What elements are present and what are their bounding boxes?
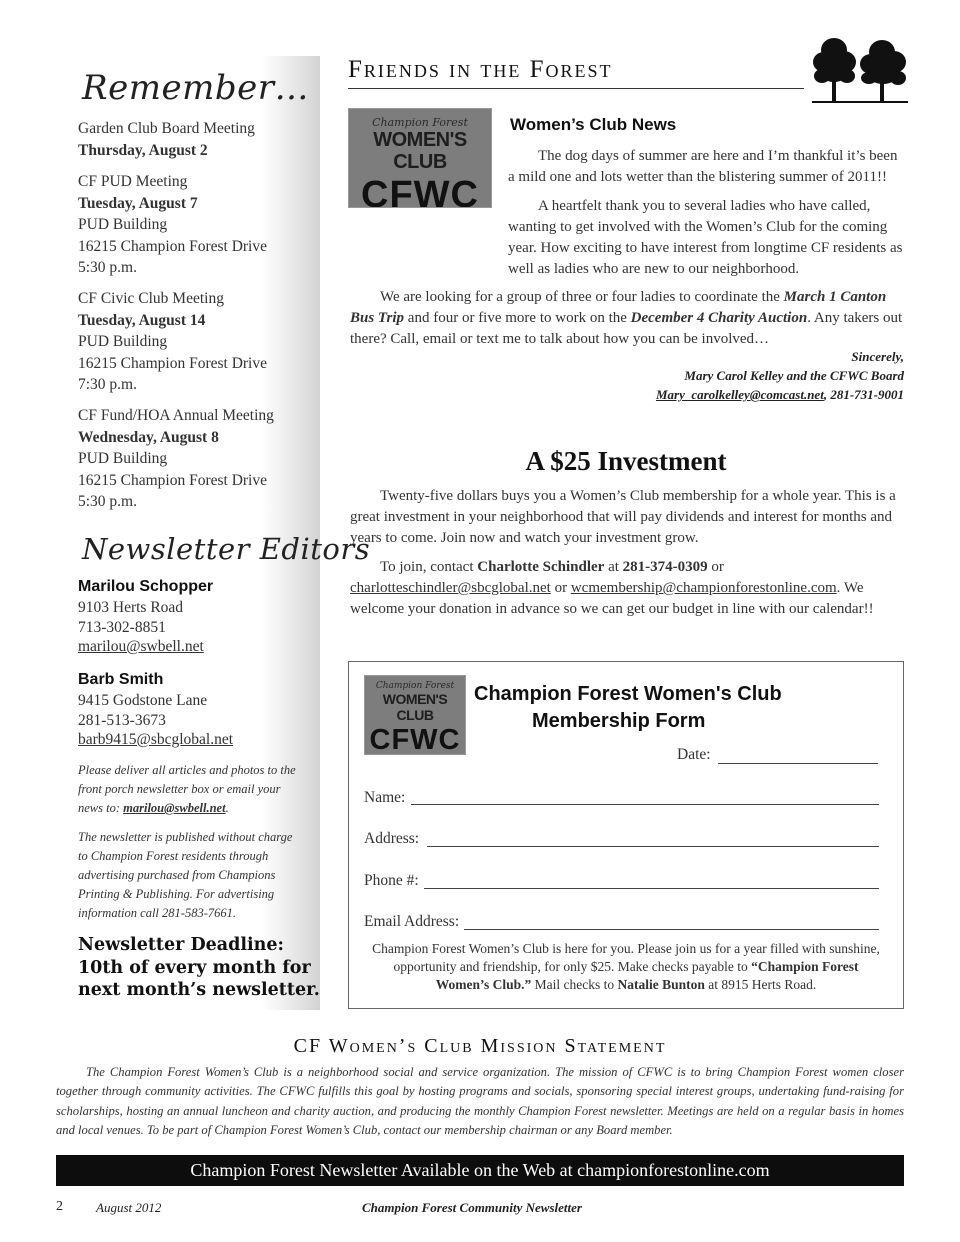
date-label: Date: (677, 746, 711, 763)
event-date: Tuesday, August 14 (78, 311, 206, 329)
event-address: 16215 Champion Forest Drive (78, 237, 267, 255)
page-number: 2 (56, 1199, 63, 1214)
contact-name: Charlotte Schindler (477, 559, 605, 575)
contact-email-link[interactable]: charlotteschindler@sbcglobal.net (350, 580, 551, 596)
event-date: Wednesday, August 8 (78, 428, 219, 446)
signature-name: Mary Carol Kelley and the CFWC Board (684, 368, 904, 383)
event-location: PUD Building (78, 333, 168, 350)
form-footer-text: Mail checks to (531, 977, 618, 992)
editor-card (78, 671, 233, 750)
editor-phone: 713-302-8851 (78, 618, 166, 636)
event-name: CF Civic Club Meeting (78, 290, 224, 307)
web-banner-text[interactable]: Champion Forest Newsletter Available on the Web at championforestonline.com (190, 1160, 770, 1180)
form-footer-text: Champion Forest Women’s Club is here for you. Please join us for a year filled with sunshine, opportunity and friendship, for only $25. Make checks payable to (372, 941, 880, 974)
event-location: PUD Building (78, 216, 168, 233)
event-date: Thursday, August 2 (78, 141, 208, 159)
form-footer (370, 940, 882, 994)
p-text: . We welcome your donation in advance so we can get our budget in line with our calendar!! (350, 580, 874, 617)
date-field[interactable] (718, 763, 878, 764)
deadline-line: next month’s newsletter. (78, 980, 320, 1000)
signature-closing: Sincerely, (851, 349, 904, 364)
logo-line2: WOMEN'S CLUB (373, 129, 467, 173)
name-label: Name: (364, 789, 406, 806)
event-pud (78, 171, 267, 279)
cfwc-logo-small (364, 675, 466, 755)
email-field[interactable] (464, 929, 879, 930)
investment-heading: A $25 Investment (525, 446, 727, 476)
investment-paragraph-1: Twenty-five dollars buys you a Women’s Club membership for a whole year. This is a great investment in your neighborhood that will pay dividends and interest for months and years to come. Join now and watch your investment grow. (350, 488, 896, 546)
form-footer-text: at 8915 Herts Road. (704, 977, 817, 992)
form-mail-recipient: Natalie Bunton (617, 977, 705, 992)
form-title (474, 681, 782, 735)
news-paragraph-3 (350, 287, 904, 350)
signature-email-link[interactable]: Mary_carolkelley@comcast.net (655, 387, 824, 402)
news-paragraph-1: The dog days of summer are here and I’m thankful it’s been a mild one and lots wetter than the blistering summer of 2011!! (508, 148, 898, 185)
publication-name: Champion Forest Community Newsletter (362, 1200, 582, 1215)
web-banner (56, 1155, 904, 1186)
editor-email-link[interactable]: barb9415@sbcglobal.net (78, 731, 234, 748)
deadline-line: 10th of every month for (78, 957, 311, 978)
investment-paragraph-2 (350, 557, 904, 620)
event-name: Garden Club Board Meeting (78, 120, 255, 137)
address-label: Address: (364, 830, 420, 847)
event-hoa-annual (78, 405, 274, 513)
news-paragraph-2 (350, 196, 904, 280)
p3-text: We are looking for a group of three or four ladies to coordinate the (380, 289, 784, 305)
p3-text: . Any takers out there? Call, email or text me to talk about how you can be involved… (350, 310, 903, 347)
bus-trip-event: March 1 Canton Bus Trip (350, 289, 887, 326)
signature-block (500, 347, 904, 404)
logo-line3: CFWC (369, 724, 461, 755)
event-address: 16215 Champion Forest Drive (78, 354, 267, 372)
event-time: 7:30 p.m. (78, 376, 137, 393)
logo-line2: WOMEN'S CLUB (382, 691, 448, 723)
editor-address: 9415 Godstone Lane (78, 692, 208, 709)
form-title-line2: Membership Form (532, 710, 706, 732)
signature-phone: , 281-731-9001 (823, 387, 904, 402)
issue-date: August 2012 (96, 1200, 162, 1215)
event-name: CF Fund/HOA Annual Meeting (78, 407, 274, 424)
deliver-note (78, 761, 300, 818)
editors-title: Newsletter Editors (82, 532, 371, 566)
p-text: or (707, 559, 724, 575)
form-payee: “Champion Forest Women’s Club.” (435, 959, 859, 992)
logo-line3: CFWC (361, 174, 479, 208)
contact-phone: 281-374-0309 (622, 559, 708, 575)
membership-email-link[interactable]: wcmembership@championforestonline.com (570, 580, 837, 596)
p-text: To join, contact (380, 559, 478, 575)
news-paragraph-2-text: A heartfelt thank you to several ladies who have called, wanting to get involved with the Women’s Club for the coming year. How exciting to have interest from longtime CF residents as well as ladies who are new to our neighborhood. (508, 198, 903, 277)
editor-email-link[interactable]: marilou@swbell.net (78, 638, 204, 655)
editor-address: 9103 Herts Road (78, 599, 184, 616)
name-field[interactable] (411, 804, 879, 805)
editor-phone: 281-513-3673 (78, 711, 166, 729)
event-date: Tuesday, August 7 (78, 194, 198, 212)
deliver-note-email-link[interactable]: marilou@swbell.net (123, 801, 226, 815)
deliver-note-punct: . (225, 801, 229, 815)
form-title-line1: Champion Forest Women's Club (474, 683, 782, 705)
charity-auction-event: December 4 Charity Auction (630, 310, 808, 326)
p-text: at (604, 559, 623, 575)
trees-icon (812, 32, 908, 104)
remember-title: Remember… (82, 68, 309, 108)
cfwc-logo (348, 108, 492, 208)
event-time: 5:30 p.m. (78, 259, 137, 276)
address-field[interactable] (427, 846, 879, 847)
phone-label: Phone #: (364, 872, 419, 889)
mission-heading: CF Women’s Club Mission Statement (293, 1035, 667, 1057)
email-label: Email Address: (364, 913, 460, 930)
title-rule (348, 88, 804, 89)
deadline-block (78, 934, 320, 1002)
news-heading: Women’s Club News (510, 115, 677, 134)
event-location: PUD Building (78, 450, 168, 467)
logo-line1: Champion Forest (375, 681, 455, 691)
p3-text: and four or five more to work on the (404, 310, 631, 326)
editor-card (78, 578, 213, 657)
event-time: 5:30 p.m. (78, 493, 137, 510)
p-text: or (550, 580, 571, 596)
section-title: Friends in the Forest (348, 56, 613, 83)
event-garden-club (78, 118, 255, 161)
event-name: CF PUD Meeting (78, 173, 188, 190)
publish-note: The newsletter is published without charge to Champion Forest residents through advertising purchased from Champions Printing & Publishing. For advertising information call 281-583-7661. (78, 830, 293, 920)
editor-name: Barb Smith (78, 671, 164, 688)
phone-field[interactable] (424, 888, 879, 889)
event-civic-club (78, 288, 267, 396)
logo-line1: Champion Forest (372, 116, 468, 129)
mission-text: The Champion Forest Women’s Club is a neighborhood social and service organization. The mission of CFWC is to bring Champion Forest women closer together through community activities. The CFWC fulfills this goal by hosting programs and socials, sponsoring special interest groups, undertaking fund-raising for scholarships, hosting an annual luncheon and charity auction, and producing the monthly Champion Forest newsletter. Meetings are held on a regular basis in homes and local venues. To be part of Champion Forest Women’s Club, contact our membership chairman or any Board member. (56, 1065, 904, 1138)
deadline-line: Newsletter Deadline: (78, 935, 284, 955)
editor-name: Marilou Schopper (78, 578, 214, 595)
signature-contact (500, 385, 904, 404)
event-address: 16215 Champion Forest Drive (78, 471, 267, 489)
deliver-note-text: Please deliver all articles and photos to the front porch newsletter box or email your news to: (78, 763, 296, 815)
